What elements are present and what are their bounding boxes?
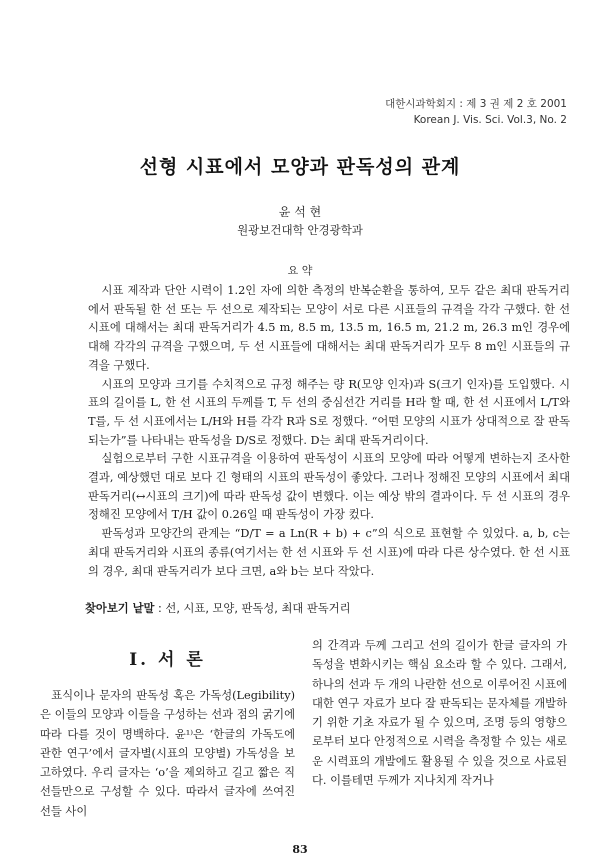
body-paragraph: 표식이나 문자의 판독성 혹은 가독성(Legibility)은 이들의 모양과 이들을 구성하는 선과 점의 굵기에 따라 다를 것이 명백하다. 윤¹⁾은 ‘한글의 가독도에 관한 연구’에서 글자별(시표의 모양별) 가독성을 보고하였다. 우리 글자는 ‘o’을 제외하고 길고 짧은 직선들만으로 구성할 수 있다. 따라서 글자에 쓰여진 선들 사이	[40, 689, 295, 818]
section-title: I. 서 론	[129, 650, 206, 670]
body-paragraph: 의 간격과 두께 그리고 선의 길이가 한글 글자의 가독성을 변화시키는 핵심 요소라 할 수 있다. 그래서, 하나의 선과 두 개의 나란한 선으로 이루어진 시표에 대한 연구 자료가 보다 잘 판독되는 문자체를 개발하기 위한 기초 자료가 될 수 있으며, 조명 등의 영향으로부터 보다 안정적으로 시력을 측정할 수 있는 새로운 시력표의 개발에도 활용될 수 있을 것으로 사료된다. 이를테면 두께가 지나치게 작거나	[312, 639, 567, 788]
body-column-left	[40, 686, 295, 821]
abstract-heading: 요 약	[287, 264, 313, 277]
keywords-label: 찾아보기 낱말	[85, 602, 155, 615]
keywords-list: : 선, 시표, 모양, 판독성, 최대 판독거리	[154, 602, 351, 615]
journal-header-korean: 대한시과학회지 : 제 3 권 제 2 호 2001	[385, 98, 567, 110]
author-affiliation: 원광보건대학 안경광학과	[237, 223, 363, 237]
author-name: 윤 석 현	[278, 205, 322, 219]
abstract-paragraph: 판독성과 모양간의 관계는 “D/T = a Ln(R + b) + c”의 식으로 표현할 수 있었다. a, b, c는 최대 판독거리와 시표의 종류(여기서는 한 선 시표와 두 선 시표)에 따라 다른 상수였다. 한 선 시표의 경우, 최대 판독거리가 보다 크면, a와 b는 보다 작았다.	[88, 527, 570, 578]
abstract-paragraph: 시표의 모양과 크기를 수치적으로 규정 해주는 량 R(모양 인자)과 S(크기 인자)를 도입했다. 시표의 길이를 L, 한 선 시표의 두께를 T, 두 선의 중심선간 거리를 H라 할 때, 한 선 시표에서 L/T와 T를, 두 선 시표에서는 L/H와 H를 각각 R과 S로 정했다. “어떤 모양의 시표가 상대적으로 잘 판독되는가”를 나타내는 판독성을 D/S로 정했다. D는 최대 판독거리이다.	[88, 377, 570, 447]
abstract	[88, 282, 570, 581]
page-number: 83	[292, 843, 308, 856]
abstract-paragraph: 시표 제작과 단안 시력이 1.2인 자에 의한 측정의 반복순환을 통하여, 모두 같은 최대 판독거리에서 판독될 한 선 또는 두 선으로 제작되는 모양이 서로 다른 시표들의 규격을 각각 구했다. 한 선 시표에 대해서는 최대 판독거리가 4.5 m, 8.5 m, 13.5 m, 16.5 m, 21.2 m, 26.3 m인 경우에 대해 각각의 규격을 구했으며, 두 선 시표들에 대해서는 최대 판독거리가 모두 8 m인 시표들의 규격을 구했다.	[88, 284, 570, 372]
abstract-paragraph: 실험으로부터 구한 시표규격을 이용하여 판독성이 시표의 모양에 따라 어떻게 변하는지 조사한 결과, 예상했던 대로 보다 긴 형태의 시표의 판독성이 좋았다. 그러나 정해진 모양의 시표에서 최대 판독거리(↔시표의 크기)에 따라 판독성 값이 변했다. 이는 예상 밖의 결과이다. 두 선 시표의 경우 정해진 모양에서 T/H 값이 0.26일 때 판독성이 가장 컸다.	[88, 452, 570, 522]
journal-header-english: Korean J. Vis. Sci. Vol.3, No. 2	[413, 114, 567, 126]
paper-title: 선형 시표에서 모양과 판독성의 관계	[139, 156, 461, 178]
keywords	[85, 600, 575, 616]
body-column-right	[312, 636, 567, 790]
journal-header	[385, 96, 567, 128]
